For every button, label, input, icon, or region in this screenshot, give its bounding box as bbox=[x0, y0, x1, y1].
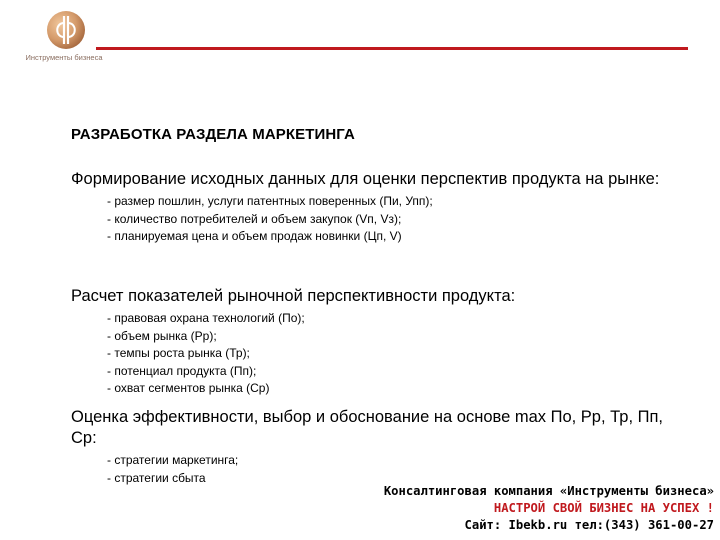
bullet-list bbox=[71, 193, 671, 246]
footer-contacts: Сайт: Ibekb.ru тел:(343) 361-00-27 bbox=[464, 518, 714, 532]
list-item: - охват сегментов рынка (Ср) bbox=[107, 381, 270, 395]
logo-emblem-icon bbox=[46, 10, 86, 50]
section-heading: Формирование исходных данных для оценки перспектив продукта на рынке: bbox=[71, 170, 660, 188]
list-item: - планируемая цена и объем продаж новинки (Цп, V) bbox=[107, 229, 402, 243]
list-item: - правовая охрана технологий (По); bbox=[107, 311, 305, 325]
list-item: - объем рынка (Рр); bbox=[107, 328, 217, 343]
list-item: - потенциал продукта (Пп); bbox=[107, 363, 257, 378]
section-heading: Оценка эффективности, выбор и обоснование на основе max По, Рр, Тр, Пп, Ср: bbox=[71, 408, 664, 447]
list-item: - стратегии маркетинга; bbox=[107, 453, 239, 467]
footer bbox=[384, 483, 714, 534]
company-logo bbox=[14, 10, 114, 72]
list-item: - стратегии сбыта bbox=[107, 470, 206, 485]
bullet-list bbox=[71, 310, 671, 398]
section-market-indicators bbox=[71, 286, 671, 398]
footer-slogan: НАСТРОЙ СВОЙ БИЗНЕС НА УСПЕХ ! bbox=[493, 501, 714, 515]
list-item: - количество потребителей и объем закупок (Vп, Vз); bbox=[107, 211, 402, 226]
footer-company: Консалтинговая компания «Инструменты бизнеса» bbox=[383, 484, 714, 498]
logo-caption: Инструменты бизнеса bbox=[25, 53, 103, 62]
section-heading: Расчет показателей рыночной перспективности продукта: bbox=[71, 287, 516, 305]
list-item: - размер пошлин, услуги патентных поверенных (Пи, Упп); bbox=[107, 194, 433, 208]
header-divider bbox=[96, 47, 688, 50]
list-item: - темпы роста рынка (Тр); bbox=[107, 346, 250, 360]
section-source-data bbox=[71, 169, 671, 246]
section-efficiency-assessment bbox=[71, 407, 671, 487]
slide-title: РАЗРАБОТКА РАЗДЕЛА МАРКЕТИНГА bbox=[71, 126, 355, 143]
bullet-list bbox=[71, 452, 671, 487]
